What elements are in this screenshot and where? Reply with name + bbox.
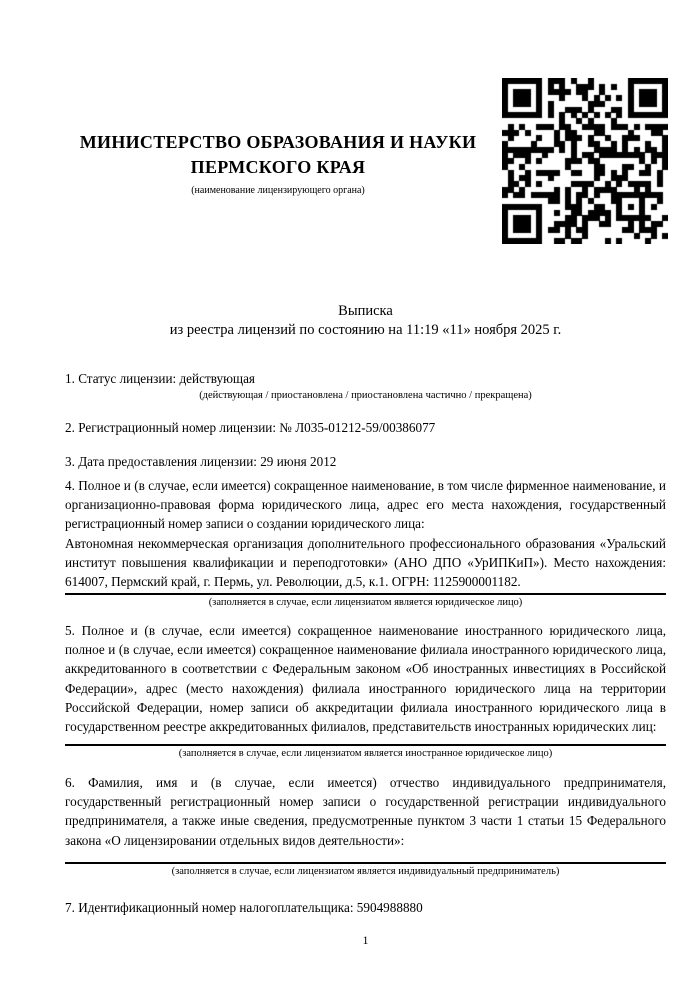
- taxpayer-id-text: 7. Идентификационный номер налогоплательщика: 5904988880: [65, 900, 423, 915]
- ministry-name-line1: МИНИСТЕРСТВО ОБРАЗОВАНИЯ И НАУКИ: [79, 132, 477, 152]
- registration-number-item: [65, 418, 666, 437]
- registration-number-text: 2. Регистрационный номер лицензии: № Л035-01212-59/00386077: [65, 420, 436, 435]
- license-grant-date-text: 3. Дата предоставления лицензии: 29 июня 2012: [65, 454, 337, 469]
- legal-entity-note: (заполняется в случае, если лицензиатом является юридическое лицо): [208, 597, 523, 609]
- licensing-authority-header: [65, 130, 491, 197]
- qr-code-icon: [502, 78, 668, 244]
- license-status-options-note: (действующая / приостановлена / приостановлена частично / прекращена): [199, 390, 532, 402]
- individual-entrepreneur-item: [65, 773, 666, 879]
- foreign-entity-note: (заполняется в случае, если лицензиатом является иностранное юридическое лицо): [178, 748, 553, 760]
- fill-line: [65, 862, 666, 864]
- taxpayer-id-item: [65, 898, 666, 917]
- individual-entrepreneur-label: 6. Фамилия, имя и (в случае, если имеется) отчество индивидуального предпринимателя, государственный регистрационный номер записи о государственной регистрации индивидуального предпринимателя, а также иные сведения, предусмотренные пунктом 3 части 1 статьи 15 Федерального закона «О лицензировании отдельных видов деятельности»:: [65, 775, 666, 848]
- legal-entity-value: Автономная некоммерческая организация дополнительного профессионального образования «Уральский институт повышения квалификации и переподготовки» (АНО ДПО «УрИПКиП»). Место нахождения: 614007, Пермский край, г. Пермь, ул. Революции, д.5, к.1. ОГРН: 1125900001182.: [65, 535, 666, 590]
- fill-line: [65, 744, 666, 746]
- individual-entrepreneur-note: (заполняется в случае, если лицензиатом является индивидуальный предприниматель): [171, 865, 560, 877]
- document-title-line2: из реестра лицензий по состоянию на 11:19 «11» ноября 2025 г.: [169, 322, 562, 338]
- ministry-subtitle: (наименование лицензирующего органа): [191, 185, 365, 196]
- legal-entity-label: 4. Полное и (в случае, если имеется) сокращенное наименование, в том числе фирменное наименование, и организационно-правовая форма юридического лица, адрес его места нахождения, государственный регистрационный номер записи о создании юридического лица:: [65, 478, 666, 532]
- foreign-entity-label: 5. Полное и (в случае, если имеется) сокращенное наименование иностранного юридического лица, полное и (в случае, если имеется) сокращенное наименование филиала иностранного юридического лица, аккредитованного в соответствии с Федеральным законом «Об иностранных инвестициях в Российской Федерации», адрес (место нахождения) филиала иностранного юридического лица на территории Российской Федерации, номер записи об аккредитации филиала иностранного юридического лица в государственном реестре аккредитованных филиалов, представительств иностранных юридических лиц:: [65, 623, 666, 735]
- fill-line: [65, 593, 666, 595]
- license-status-text: 1. Статус лицензии: действующая: [65, 371, 256, 386]
- license-status-item: [65, 369, 666, 403]
- page-number: 1: [362, 933, 369, 947]
- document-title: [65, 302, 666, 340]
- license-grant-date-item: [65, 452, 666, 471]
- foreign-entity-item: [65, 621, 666, 761]
- legal-entity-item: [65, 476, 666, 610]
- document-title-line1: Выписка: [338, 303, 393, 319]
- ministry-name-line2: ПЕРМСКОГО КРАЯ: [190, 157, 366, 177]
